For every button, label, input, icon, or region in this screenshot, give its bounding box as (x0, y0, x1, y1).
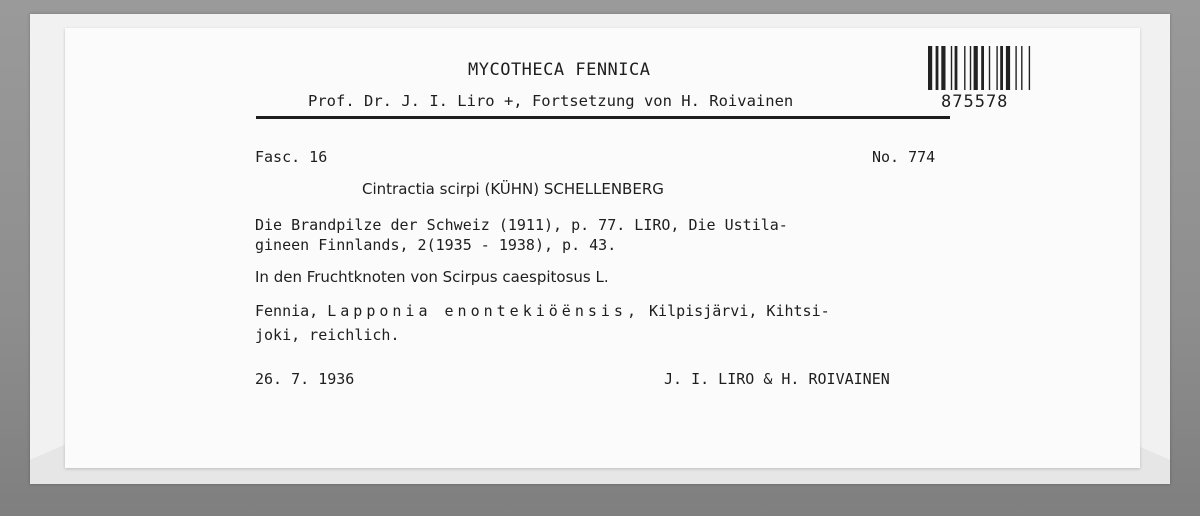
collection-title: MYCOTHECA FENNICA (468, 60, 651, 80)
host-plant: In den Fruchtknoten von Scirpus caespitosus L. (255, 268, 609, 286)
reference-line-1: Die Brandpilze der Schweiz (1911), p. 77. LIRO, Die Ustila- (255, 216, 788, 234)
specimen-number: No. 774 (872, 148, 936, 166)
locality-line-2: joki, reichlich. (255, 326, 400, 344)
locality-region: Lapponia enontekiöënsis, (327, 302, 640, 320)
collectors: J. I. LIRO & H. ROIVAINEN (664, 370, 890, 388)
reference-line-2: gineen Finnlands, 2(1935 - 1938), p. 43. (255, 236, 617, 254)
locality-line-1 (255, 302, 830, 320)
collection-editors: Prof. Dr. J. I. Liro +, Fortsetzung von H. Roivainen (308, 92, 794, 110)
header-divider (256, 116, 950, 119)
collection-date: 26. 7. 1936 (255, 370, 355, 388)
barcode-icon (926, 44, 1046, 92)
species-name: Cintractia scirpi (KÜHN) SCHELLENBERG (362, 180, 664, 198)
barcode-number: 875578 (941, 92, 1009, 112)
locality-country: Fennia, (255, 302, 319, 320)
locality-place: Kilpisjärvi, Kihtsi- (649, 302, 830, 320)
fascicle-number: Fasc. 16 (255, 148, 328, 166)
